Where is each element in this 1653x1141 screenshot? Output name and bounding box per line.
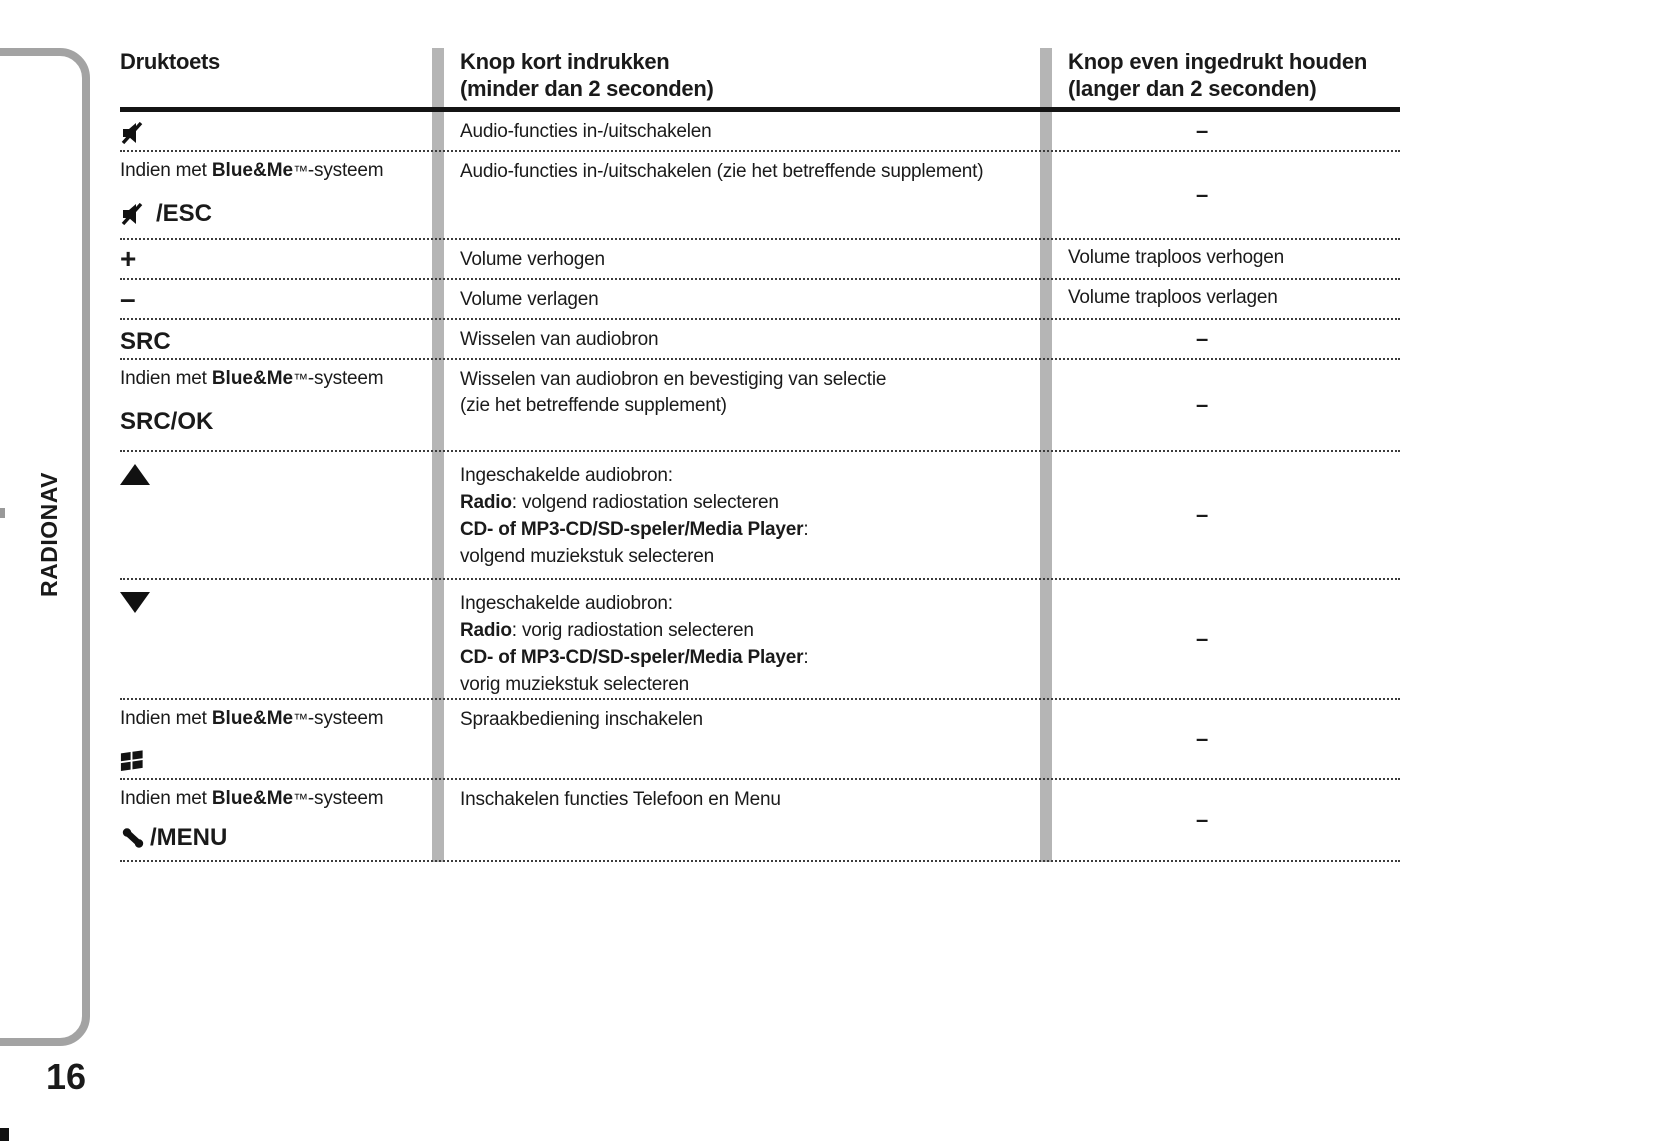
long-press-cell: Volume traploos verlagen: [1068, 287, 1278, 308]
button-label: SRC/OK: [120, 408, 214, 435]
button-cell: [120, 700, 460, 778]
button-cell: [120, 280, 460, 318]
blue-me-note: Indien met Blue&Me™-systeem: [120, 160, 384, 181]
short-press-cell: Spraakbediening inschakelen: [460, 709, 703, 730]
button-label: –: [120, 283, 136, 314]
button-label: SRC: [120, 328, 171, 355]
button-functions-table: [120, 48, 1400, 862]
short-press-cell: Wisselen van audiobron: [460, 329, 659, 350]
scan-edge-mark: [0, 1128, 9, 1141]
header-line: (langer dan 2 seconden): [1068, 76, 1317, 101]
table-row: [120, 360, 1400, 452]
table-row: [120, 112, 1400, 152]
long-press-cell: –: [1196, 807, 1209, 832]
button-cell: [120, 152, 460, 238]
phone-handset-icon: [120, 825, 146, 851]
button-cell: [120, 360, 460, 450]
short-press-cell: Audio-functies in-/uitschakelen (zie het betreffende supplement): [460, 161, 984, 182]
table-header-row: [120, 48, 1400, 107]
short-press-cell: Ingeschakelde audiobron: Radio: volgend radiostation selecteren CD- of MP3-CD/SD-speler/Media Player: volgend muziekstuk selecteren: [460, 465, 809, 567]
scan-edge-mark: [0, 508, 5, 518]
blue-me-note: Indien met Blue&Me™-systeem: [120, 708, 384, 729]
blue-me-note: Indien met Blue&Me™-systeem: [120, 368, 384, 389]
header-line: Knop kort indrukken: [460, 49, 670, 74]
long-press-cell: –: [1196, 182, 1209, 207]
long-press-cell: –: [1196, 326, 1209, 351]
table-row: [120, 700, 1400, 780]
header-line: (minder dan 2 seconden): [460, 76, 714, 101]
long-press-cell: Volume traploos verhogen: [1068, 247, 1284, 268]
up-triangle-icon: [120, 464, 150, 485]
button-label: +: [120, 243, 137, 274]
table-row: [120, 452, 1400, 580]
long-press-cell: –: [1196, 726, 1209, 751]
short-press-cell: Ingeschakelde audiobron: Radio: vorig radiostation selecteren CD- of MP3-CD/SD-speler/Media Player: vorig muziekstuk selecteren: [460, 593, 809, 695]
long-press-cell: –: [1196, 392, 1209, 417]
button-cell: [120, 580, 460, 698]
table-row: [120, 152, 1400, 240]
table-row: [120, 320, 1400, 360]
button-cell: [120, 112, 460, 150]
short-press-cell: Inschakelen functies Telefoon en Menu: [460, 789, 781, 810]
short-press-cell: Wisselen van audiobron en bevestiging van selectie (zie het betreffende supplement): [460, 369, 887, 416]
down-triangle-icon: [120, 592, 150, 613]
button-label: /ESC: [120, 200, 450, 228]
table-row: [120, 580, 1400, 700]
button-cell: [120, 320, 460, 358]
header-short-press: [460, 48, 1068, 107]
header-long-press: [1068, 48, 1400, 107]
page-number: 16: [46, 1056, 87, 1097]
button-label: /MENU: [120, 824, 450, 852]
header-druktoets: Druktoets: [120, 49, 220, 74]
speaker-mute-icon: [120, 201, 148, 227]
table-row: [120, 240, 1400, 280]
table-row: [120, 280, 1400, 320]
header-line: Knop even ingedrukt houden: [1068, 49, 1368, 74]
chapter-sidebar-label: RADIONAV: [36, 472, 62, 597]
long-press-cell: –: [1196, 118, 1209, 143]
blue-me-note: Indien met Blue&Me™-systeem: [120, 788, 384, 809]
speaker-mute-icon: [120, 120, 450, 146]
short-press-cell: Audio-functies in-/uitschakelen: [460, 121, 712, 142]
windows-logo-icon: [120, 748, 144, 772]
button-cell: [120, 780, 460, 860]
short-press-cell: Volume verlagen: [460, 289, 599, 310]
button-label: [120, 748, 450, 772]
button-cell: [120, 452, 460, 578]
short-press-cell: Volume verhogen: [460, 249, 605, 270]
long-press-cell: –: [1196, 502, 1209, 527]
long-press-cell: –: [1196, 626, 1209, 651]
button-cell: [120, 240, 460, 278]
table-row: [120, 780, 1400, 862]
